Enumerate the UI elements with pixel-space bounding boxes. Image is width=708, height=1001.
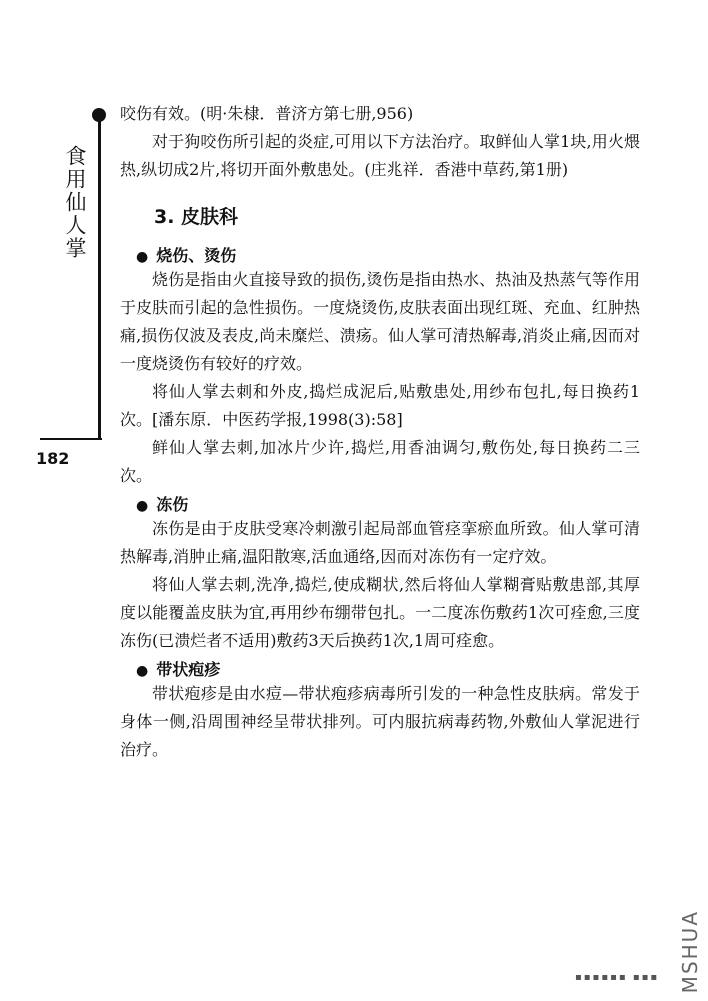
subheading-frostbite: ● 冻伤 bbox=[136, 492, 640, 515]
section-heading: 3. 皮肤科 bbox=[154, 206, 239, 228]
paragraph: 将仙人掌去刺和外皮,捣烂成泥后,贴敷患处,用纱布包扎,每日换药1次。[潘东原．中医药学报,1998(3):58] bbox=[120, 382, 640, 429]
book-title-vertical: 食用仙人掌 bbox=[63, 145, 87, 260]
subheading-herpes-zoster: ● 带状疱疹 bbox=[136, 657, 640, 680]
paragraph: 对于狗咬伤所引起的炎症,可用以下方法治疗。取鲜仙人掌1块,用火煨热,纵切成2片,将切开面外敷患处。(庄兆祥．香港中草药,第1册) bbox=[120, 132, 640, 179]
side-underline bbox=[40, 438, 102, 440]
paragraph: 将仙人掌去刺,洗净,捣烂,使成糊状,然后将仙人掌糊膏贴敷患部,其厚度以能覆盖皮肤为宜,再用纱布绷带包扎。一二度冻伤敷药1次可痊愈,三度冻伤(已溃烂者不适用)敷药3天后换药1次,1周可痊愈。 bbox=[120, 575, 640, 650]
paragraph: 冻伤是由于皮肤受寒冷刺激引起局部血管痉挛瘀血所致。仙人掌可清热解毒,消肿止痛,温阳散寒,活血通络,因而对冻伤有一定疗效。 bbox=[120, 519, 640, 566]
paragraph: 带状疱疹是由水痘—带状疱疹病毒所引发的一种急性皮肤病。常发于身体一侧,沿周围神经呈带状排列。可内服抗病毒药物,外敷仙人掌泥进行治疗。 bbox=[120, 684, 640, 759]
paragraph: 烧伤是指由火直接导致的损伤,烫伤是指由热水、热油及热蒸气等作用于皮肤而引起的急性损伤。一度烧烫伤,皮肤表面出现红斑、充血、红肿热痛,损伤仅波及表皮,尚未糜烂、溃疡。仙人掌可清热解毒,消炎止痛,因而对一度烧烫伤有较好的疗效。 bbox=[120, 270, 640, 373]
page-number: 182 bbox=[36, 449, 70, 468]
paragraph: 咬伤有效。(明·朱棣．普济方第七册,956) bbox=[120, 104, 414, 123]
side-rule bbox=[98, 110, 101, 440]
paragraph: 鲜仙人掌去刺,加冰片少许,捣烂,用香油调匀,敷伤处,每日换药二三次。 bbox=[120, 438, 640, 485]
subheading-burns: ● 烧伤、烫伤 bbox=[136, 243, 640, 266]
scan-artifact: ▪▪▪▪▪▪ ▪▪▪ bbox=[575, 972, 660, 983]
main-content bbox=[120, 100, 640, 764]
watermark: MSHUA bbox=[678, 909, 702, 993]
